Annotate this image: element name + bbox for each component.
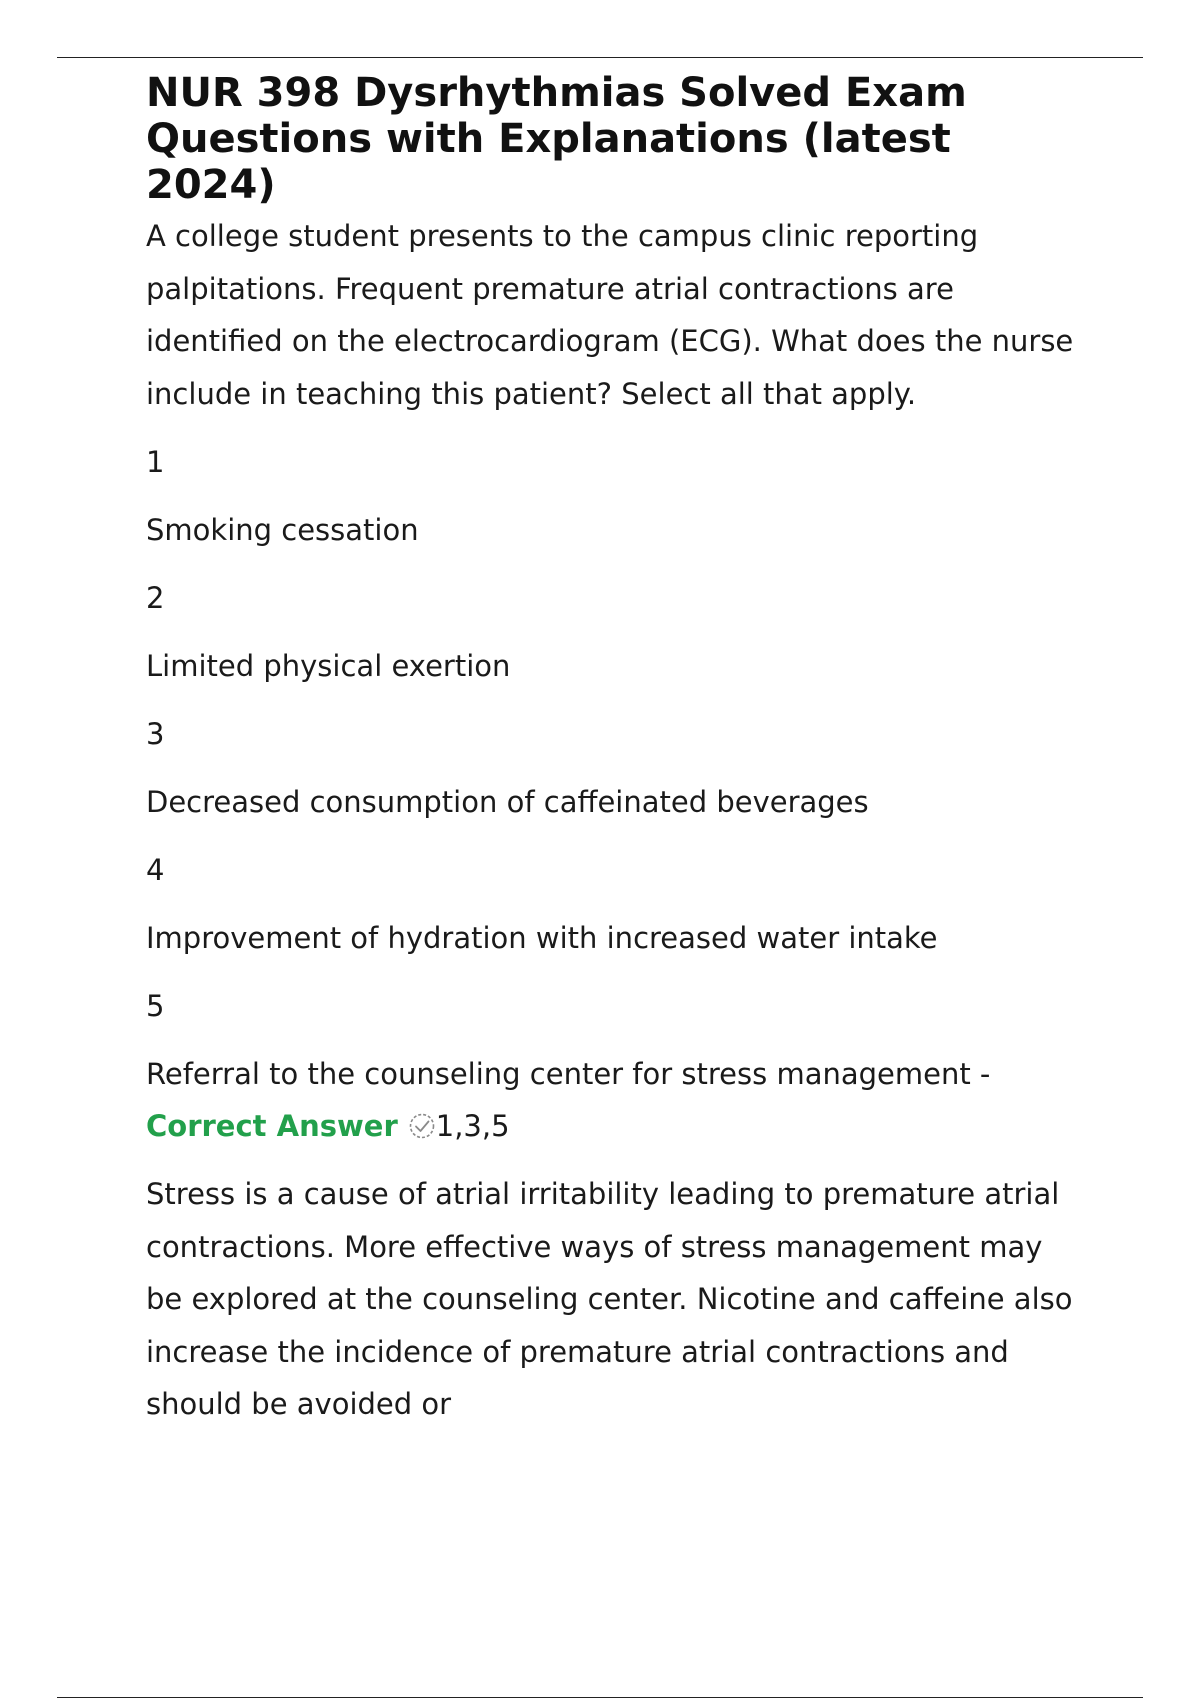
check-circle-icon [408, 1104, 436, 1132]
question-text: A college student presents to the campus clinic reporting palpitations. Frequent premature atrial contractions are identified on the electrocardiogram (ECG). What does the nurse include in teaching this patient? Select all that apply. [146, 219, 1074, 411]
top-divider [57, 57, 1143, 58]
option-number: 2 [146, 581, 165, 615]
correct-answer-label: Correct Answer [146, 1109, 398, 1143]
option-text: Improvement of hydration with increased water intake [146, 921, 938, 955]
option-text: Referral to the counseling center for stress management - [146, 1057, 991, 1091]
option-number: 1 [146, 445, 165, 479]
options-list [146, 436, 1076, 1100]
option-text: Smoking cessation [146, 513, 419, 547]
answer-line [146, 1100, 1076, 1152]
option-number: 3 [146, 717, 165, 751]
explanation-text: Stress is a cause of atrial irritability leading to premature atrial contractions. More effective ways of stress management may be explored at the counseling center. Nicotine and caffeine also increase the incidence of premature atrial contractions and should be avoided or [146, 1177, 1073, 1421]
correct-answer-value: 1,3,5 [435, 1109, 510, 1143]
option-text: Limited physical exertion [146, 649, 511, 683]
bottom-divider [57, 1697, 1143, 1698]
option-text: Decreased consumption of caffeinated beverages [146, 785, 869, 819]
option-number: 5 [146, 989, 165, 1023]
option-number: 4 [146, 853, 165, 887]
document-title: NUR 398 Dysrhythmias Solved Exam Questions with Explanations (latest 2024) [146, 70, 967, 208]
document-body [146, 70, 1076, 1431]
